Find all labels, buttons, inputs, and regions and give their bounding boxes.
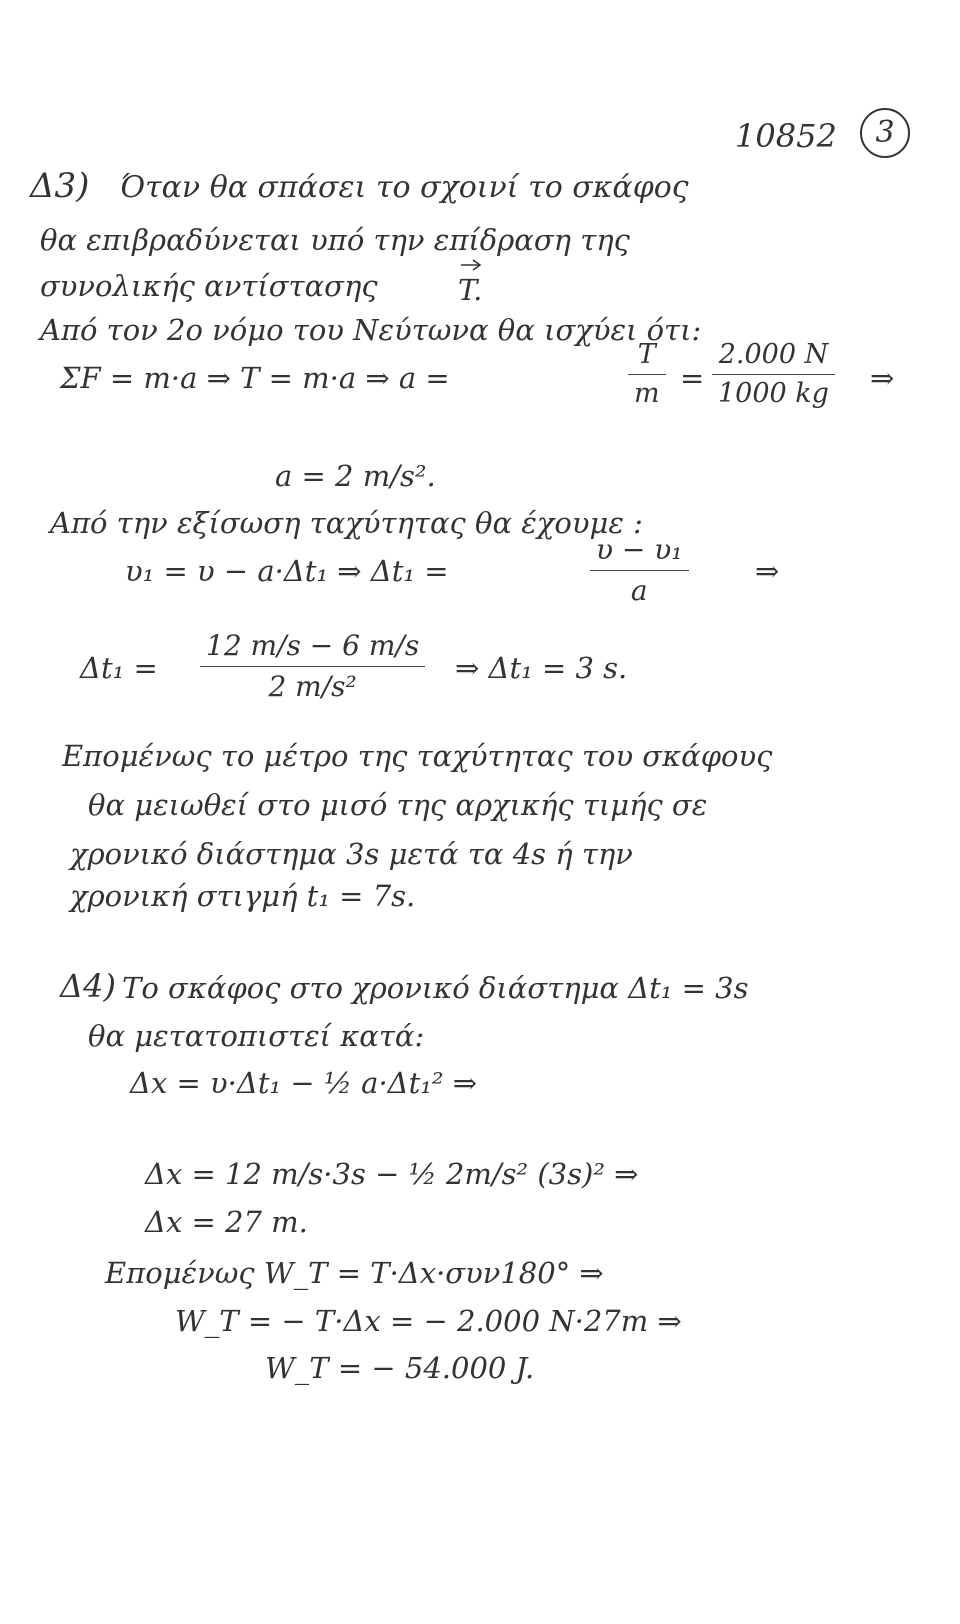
d3-eq3-arrow: ⇒ bbox=[755, 554, 780, 588]
d3-line-6: Επομένως το μέτρο της ταχύτητας του σκάφους bbox=[62, 739, 773, 773]
d3-eq1-frac2-num: 2.000 N bbox=[718, 339, 829, 370]
d3-line-2: θα επιβραδύνεται υπό την επίδραση της bbox=[40, 223, 630, 257]
d3-eq1-frac2-den: 1000 kg bbox=[712, 374, 835, 409]
d3-eq1-arrow: ⇒ bbox=[870, 361, 895, 395]
d3-eq1-fraction-2 bbox=[712, 340, 835, 409]
d3-eq4-frac-den: 2 m/s² bbox=[200, 666, 425, 703]
d3-line-5: Από την εξίσωση ταχύτητας θα έχουμε : bbox=[50, 506, 643, 540]
d4-eq-2: Δx = 12 m/s·3s − ½ 2m/s² (3s)² ⇒ bbox=[145, 1157, 639, 1191]
vector-arrow-icon bbox=[460, 258, 482, 272]
d4-line-2: θα μετατοπιστεί κατά: bbox=[88, 1019, 425, 1053]
d3-label: Δ3) bbox=[30, 166, 90, 206]
d4-eq-6: W_T = − 54.000 J. bbox=[265, 1351, 535, 1385]
d3-force-symbol: T. bbox=[458, 273, 483, 307]
d3-line-9: χρονική στιγμή t₁ = 7s. bbox=[70, 879, 416, 913]
page-code: 10852 bbox=[735, 117, 837, 155]
d3-line-7: θα μειωθεί στο μισό της αρχικής τιμής σε bbox=[88, 788, 708, 822]
page-number-circle bbox=[860, 108, 910, 158]
d4-line-1: Το σκάφος στο χρονικό διάστημα Δt₁ = 3s bbox=[122, 971, 749, 1005]
d4-eq-4: Επομένως W_T = T·Δx·συν180° ⇒ bbox=[105, 1256, 604, 1290]
d3-eq4-fraction bbox=[200, 630, 425, 703]
d4-label: Δ4) bbox=[60, 967, 116, 1005]
d3-eq3-fraction bbox=[590, 534, 689, 607]
d3-eq1-left: ΣF = m·a ⇒ T = m·a ⇒ a = bbox=[60, 361, 450, 395]
d4-eq-1: Δx = υ·Δt₁ − ½ a·Δt₁² ⇒ bbox=[130, 1066, 478, 1100]
d4-eq-5: W_T = − T·Δx = − 2.000 N·27m ⇒ bbox=[175, 1304, 682, 1338]
d3-eq4-frac-num: 12 m/s − 6 m/s bbox=[206, 629, 420, 662]
d3-eq1-frac-den: m bbox=[628, 374, 666, 409]
d3-eq3-left: υ₁ = υ − a·Δt₁ ⇒ Δt₁ = bbox=[125, 554, 449, 588]
d3-line-3: συνολικής αντίστασης bbox=[40, 269, 378, 303]
page-number: 3 bbox=[875, 115, 895, 150]
d3-eq2: a = 2 m/s². bbox=[275, 459, 436, 493]
d3-eq1-fraction bbox=[628, 340, 666, 409]
d3-line-8: χρονικό διάστημα 3s μετά τα 4s ή την bbox=[70, 837, 633, 871]
d4-eq-3: Δx = 27 m. bbox=[145, 1205, 308, 1239]
d3-eq4-right: ⇒ Δt₁ = 3 s. bbox=[455, 651, 628, 685]
d3-eq1-frac-num: T bbox=[637, 339, 656, 370]
d3-eq3-frac-den: a bbox=[590, 570, 689, 607]
d3-line-4: Από τον 2ο νόμο του Νεύτωνα θα ισχύει ότι: bbox=[40, 313, 702, 347]
d3-eq4-left: Δt₁ = bbox=[80, 651, 158, 685]
d3-eq1-eq: = bbox=[680, 361, 705, 395]
d3-line-1: Όταν θα σπάσει το σχοινί το σκάφος bbox=[120, 170, 689, 205]
d3-eq3-frac-num: υ − υ₁ bbox=[596, 533, 683, 566]
